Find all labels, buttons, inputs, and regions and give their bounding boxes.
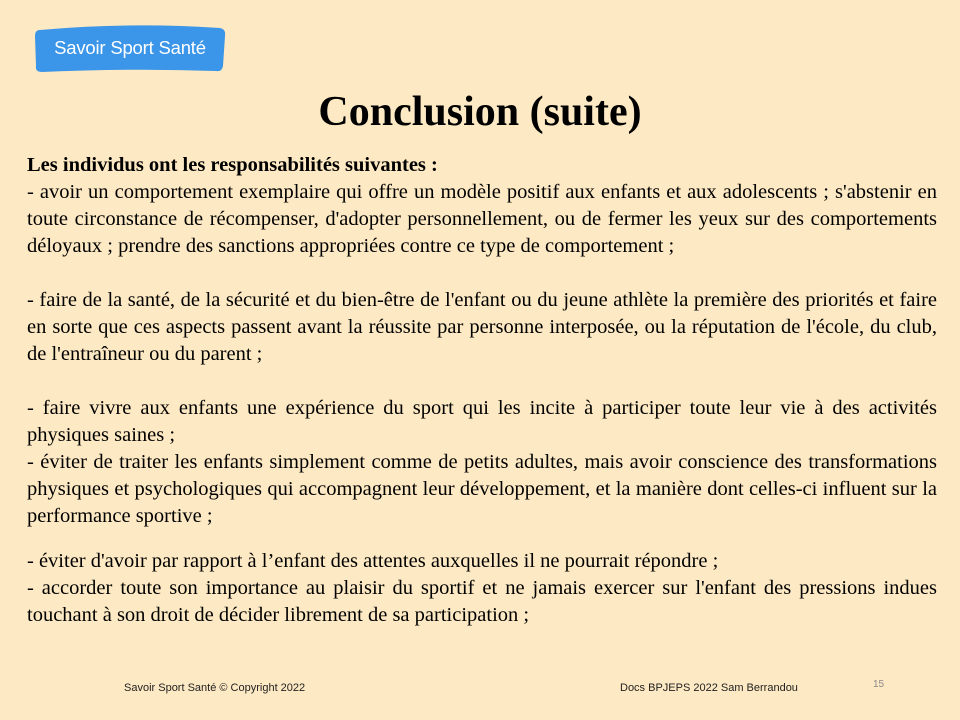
paragraph-exemplary-behavior: - avoir un comportement exemplaire qui offre un modèle positif aux enfants et aux adolescents ; s'abstenir en toute circonstance de récompenser, d'adopter personnellement, ou de fermer les yeux sur des comportements déloyaux ; prendre des sanctions appropriées contre ce type de comportement ;: [27, 181, 937, 257]
page-number: 15: [873, 679, 885, 690]
slide-body: [27, 152, 937, 629]
footer-docs: Docs BPJEPS 2022 Sam Berrandou: [620, 682, 798, 694]
logo: [34, 24, 226, 74]
paragraph-health-priority: - faire de la santé, de la sécurité et du bien-être de l'enfant ou du jeune athlète la première des priorités et faire en sorte que ces aspects passent avant la réussite par personne interposée, ou la réputation de l'école, du club, de l'entraîneur ou du parent ;: [27, 289, 937, 365]
paragraph-expectations: - éviter d'avoir par rapport à l’enfant des attentes auxquelles il ne pourrait répondre ;: [27, 550, 719, 572]
footer-copyright: Savoir Sport Santé © Copyright 2022: [124, 682, 306, 694]
paragraph-not-small-adults: - éviter de traiter les enfants simplement comme de petits adultes, mais avoir conscience des transformations physiques et psychologiques qui accompagnent leur développement, et la manière dont celles-ci influent sur la performance sportive ;: [27, 451, 937, 527]
slide-title: Conclusion (suite): [318, 89, 642, 135]
body-heading: Les individus ont les responsabilités suivantes :: [27, 154, 438, 176]
paragraph-lifelong-sport: - faire vivre aux enfants une expérience du sport qui les incite à participer toute leur vie à des activités physiques saines ;: [27, 397, 937, 446]
paragraph-pleasure: - accorder toute son importance au plaisir du sportif et ne jamais exercer sur l'enfant des pressions indues touchant à son droit de décider librement de sa participation ;: [27, 577, 937, 626]
logo-text: Savoir Sport Santé: [54, 36, 206, 58]
